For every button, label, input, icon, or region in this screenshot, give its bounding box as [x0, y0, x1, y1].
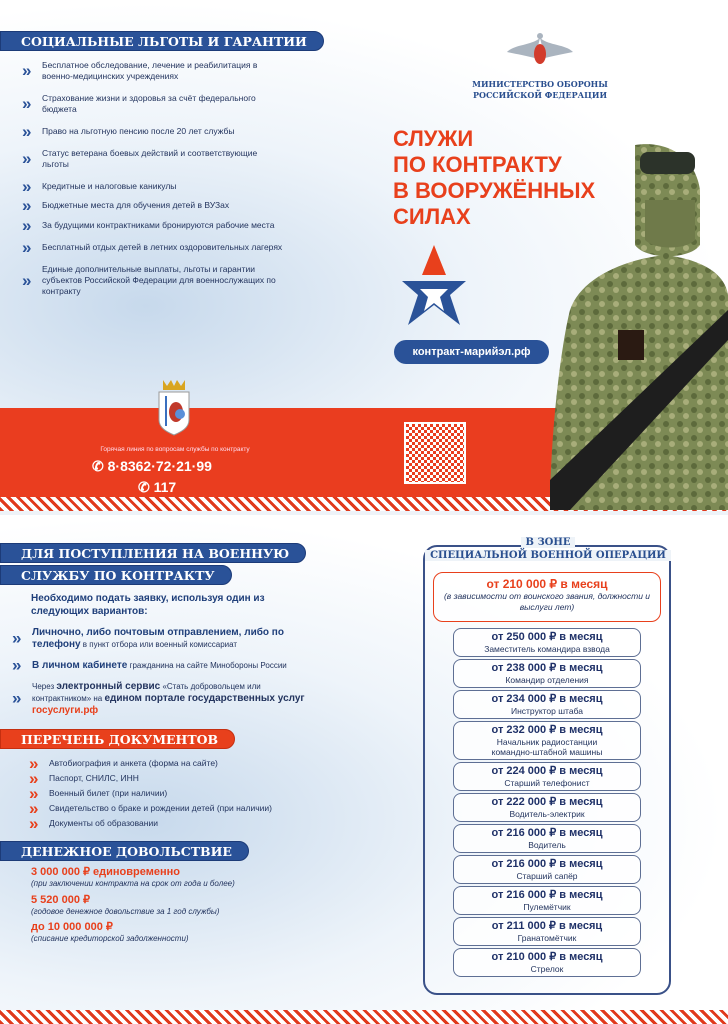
svo-position: Начальник радиостанции командно-штабной машины [491, 737, 603, 757]
apply-header-line2: СЛУЖБУ ПО КОНТРАКТУ [0, 565, 232, 585]
apply-header-line1: ДЛЯ ПОСТУПЛЕНИЯ НА ВОЕННУЮ [0, 543, 306, 563]
website-link[interactable]: контракт-марийэл.рф [394, 340, 549, 364]
hotline-phone-1[interactable]: ✆ 8·8362·72·21·99 [92, 458, 212, 474]
svo-pay-row [453, 917, 641, 946]
hotline-label: Горячая линия по вопросам службы по контракту [100, 446, 250, 453]
svo-position: Пулемётчик [523, 902, 571, 912]
svo-position: Командир отделения [505, 675, 589, 685]
svo-position: Водитель [528, 840, 566, 850]
svo-pay-amount: от 211 000 ₽ в месяц [491, 920, 603, 932]
svo-pay-amount: от 234 000 ₽ в месяц [491, 693, 603, 705]
svo-pay-row [453, 855, 641, 884]
left-bottom-column [0, 543, 310, 949]
pay-item [31, 894, 281, 917]
svo-pay-amount: от 222 000 ₽ в месяц [491, 796, 603, 808]
coat-of-arms-logo [157, 378, 191, 436]
benefit-item: » За будущими контрактниками бронируются рабочие места [20, 220, 285, 231]
pay-item [31, 866, 281, 889]
benefit-item: » Статус ветерана боевых действий и соответствующие льготы [20, 148, 285, 170]
apply-intro: Необходимо подать заявку, используя один из следующих вариантов: [31, 593, 265, 617]
apply-option: » В личном кабинете гражданина на сайте Минобороны России [10, 660, 305, 672]
document-item: » Паспорт, СНИЛС, ИНН [27, 773, 302, 784]
ministry-name: МИНИСТЕРСТВО ОБОРОНЫ РОССИЙСКОЙ ФЕДЕРАЦИИ [472, 79, 608, 100]
documents-list [27, 758, 302, 833]
gosuslugi-link[interactable]: госуслуги.рф [32, 705, 99, 716]
benefit-item: » Бюджетные места для обучения детей в ВУЗах [20, 200, 285, 211]
svo-pay-amount: от 216 000 ₽ в месяц [491, 827, 603, 839]
ornament-border [0, 1010, 728, 1024]
svo-position: Водитель-электрик [509, 809, 585, 819]
army-star-logo [394, 245, 474, 325]
document-item: » Свидетельство о браке и рождении детей (при наличии) [27, 803, 302, 814]
svo-main-pay: от 210 000 ₽ в месяц (в зависимости от воинского звания, должности и выслуги лет) [433, 572, 661, 622]
svo-pay-rows [453, 628, 641, 977]
svo-position: Старший телефонист [504, 778, 590, 788]
pay-amount: 5 520 000 ₽ [31, 893, 90, 906]
pay-list [31, 866, 281, 949]
ministry-emblem-logo [505, 32, 575, 72]
svo-header: В ЗОНЕ СПЕЦИАЛЬНОЙ ВОЕННОЙ ОПЕРАЦИИ [425, 536, 671, 562]
svo-pay-row [453, 628, 641, 657]
svo-pay-row [453, 659, 641, 688]
svo-pay-row [453, 886, 641, 915]
svo-position: Гранатомётчик [517, 933, 577, 943]
phone-icon: ✆ [138, 479, 154, 495]
pay-amount: 3 000 000 ₽ единовременно [31, 866, 180, 878]
svo-pay-amount: от 216 000 ₽ в месяц [491, 889, 603, 901]
svo-pay-row [453, 762, 641, 791]
hotline-phone-2[interactable]: ✆ 117 [138, 479, 177, 495]
benefits-list [20, 60, 285, 297]
pay-note: (годовое денежное довольствие за 1 год службы) [31, 906, 220, 916]
svo-pay-amount: от 250 000 ₽ в месяц [491, 631, 603, 643]
document-item: » Военный билет (при наличии) [27, 788, 302, 799]
svo-position: Заместитель командира взвода [484, 644, 610, 654]
benefit-item: » Кредитные и налоговые каникулы [20, 181, 285, 192]
svo-pay-row [453, 948, 641, 977]
apply-option: » Через электронный сервис «Стать добровольцем или контрактником» на едином портале государственных услуг госуслуги.рф [10, 681, 305, 717]
benefit-item: » Право на льготную пенсию после 20 лет службы [20, 126, 285, 137]
cover-title: СЛУЖИ ПО КОНТРАКТУ В ВООРУЖЁННЫХ СИЛАХ [393, 126, 596, 229]
document-item: » Документы об образовании [27, 818, 302, 829]
pay-note: (при заключении контракта на срок от года и более) [31, 879, 235, 888]
svo-pay-amount: от 232 000 ₽ в месяц [491, 724, 603, 736]
svo-position: Инструктор штаба [510, 706, 583, 716]
svo-pay-row [453, 690, 641, 719]
svo-pay-amount: от 238 000 ₽ в месяц [491, 662, 603, 674]
phone-icon: ✆ [92, 458, 108, 474]
documents-header: ПЕРЕЧЕНЬ ДОКУМЕНТОВ [0, 729, 235, 749]
apply-option: » Личночно, либо почтовым отправлением, либо по телефону в пункт отбора или военный комиссариат [10, 627, 305, 651]
benefit-item: » Страхование жизни и здоровья за счёт федерального бюджета [20, 93, 285, 115]
pay-amount: до 10 000 000 ₽ [31, 921, 113, 933]
svo-position: Стрелок [530, 964, 564, 974]
pay-note: (списание кредиторской задолженности) [31, 934, 189, 943]
pay-item [31, 921, 281, 944]
benefit-item: » Бесплатный отдых детей в летних оздоровительных лагерях [20, 242, 285, 253]
svo-pay-row [453, 721, 641, 760]
qr-code[interactable] [404, 422, 466, 484]
benefit-item: » Бесплатное обследование, лечение и реабилитация в военно-медицинских учреждениях [20, 60, 285, 82]
benefit-item: » Единые дополнительные выплаты, льготы и гарантии субъектов Российской Федерации для военнослужащих по контракту [20, 264, 285, 297]
svo-pay-amount: от 210 000 ₽ в месяц [491, 951, 603, 963]
svo-pay-row [453, 824, 641, 853]
svo-position: Старший сапёр [516, 871, 578, 881]
benefits-header: СОЦИАЛЬНЫЕ ЛЬГОТЫ И ГАРАНТИИ [0, 31, 324, 51]
apply-options [10, 627, 305, 717]
svo-pay-amount: от 224 000 ₽ в месяц [491, 765, 603, 777]
svo-pay-row [453, 793, 641, 822]
pay-header: ДЕНЕЖНОЕ ДОВОЛЬСТВИЕ [0, 841, 249, 861]
document-item: » Автобиография и анкета (форма на сайте) [27, 758, 302, 769]
svo-pay-amount: от 216 000 ₽ в месяц [491, 858, 603, 870]
